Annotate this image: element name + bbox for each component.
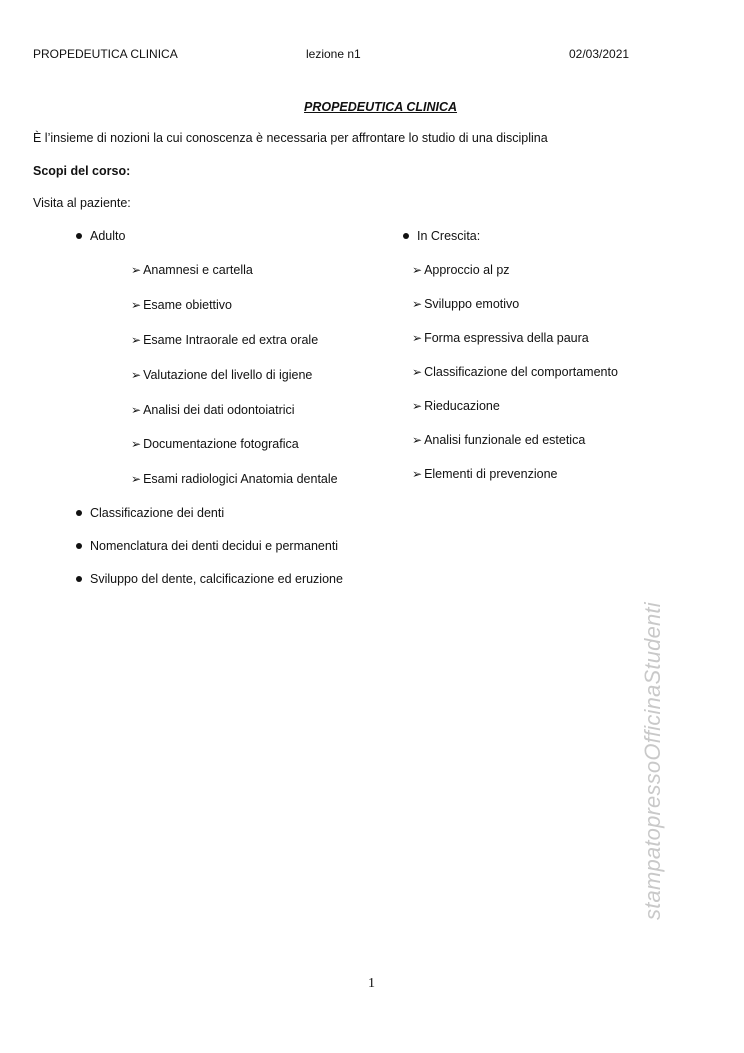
arrow-bullet-icon: ➢ [412, 263, 423, 277]
list-item-label: Valutazione del livello di igiene [143, 368, 313, 382]
bullet-item-label: Sviluppo del dente, calcificazione ed eruzione [90, 572, 343, 586]
bullet-item [76, 539, 338, 553]
growth-heading: In Crescita: [417, 229, 481, 243]
list-item-label: Esame Intraorale ed extra orale [143, 333, 319, 347]
arrow-bullet-icon: ➢ [131, 437, 142, 451]
adult-heading: Adulto [90, 229, 126, 243]
page-number: 1 [368, 976, 375, 991]
watermark: stampatopressoOfficinaStudenti [640, 602, 665, 920]
list-item [412, 433, 585, 447]
list-item [131, 368, 312, 382]
bullet-icon [76, 543, 82, 549]
list-item [131, 437, 299, 451]
bullet-item [76, 572, 343, 586]
arrow-bullet-icon: ➢ [412, 365, 423, 379]
bullet-icon [76, 233, 82, 239]
list-item [412, 297, 519, 311]
list-item [412, 467, 557, 481]
document-title: PROPEDEUTICA CLINICA [304, 100, 458, 114]
arrow-bullet-icon: ➢ [412, 399, 423, 413]
arrow-bullet-icon: ➢ [412, 297, 423, 311]
list-item [412, 331, 589, 345]
list-item-label: Documentazione fotografica [143, 437, 299, 451]
list-item-label: Classificazione del comportamento [424, 365, 618, 379]
list-item [412, 399, 500, 413]
list-item-label: Esami radiologici Anatomia dentale [143, 472, 338, 486]
bullet-icon [76, 576, 82, 582]
bullet-item-label: Nomenclatura dei denti decidui e permanenti [90, 539, 339, 553]
arrow-bullet-icon: ➢ [131, 333, 142, 347]
bullet-item-label: Classificazione dei denti [90, 506, 225, 520]
arrow-bullet-icon: ➢ [131, 298, 142, 312]
list-item-label: Analisi dei dati odontoiatrici [143, 403, 295, 417]
header-date: 02/03/2021 [569, 47, 630, 61]
list-item-label: Forma espressiva della paura [424, 331, 589, 345]
bullet-icon [403, 233, 409, 239]
list-item [131, 403, 295, 417]
list-item [131, 298, 232, 312]
bullet-in-crescita [403, 229, 480, 243]
arrow-bullet-icon: ➢ [131, 368, 142, 382]
scopes-label: Scopi del corso: [33, 164, 131, 178]
header-course-name: PROPEDEUTICA CLINICA [33, 47, 178, 61]
list-item [131, 472, 338, 486]
list-item [131, 263, 253, 277]
list-item [412, 263, 510, 277]
header-lesson-number: lezione n1 [306, 47, 361, 61]
intro-definition: È l’insieme di nozioni la cui conoscenza è necessaria per affrontare lo studio di una disciplina [33, 131, 548, 145]
list-item-label: Elementi di prevenzione [424, 467, 558, 481]
arrow-bullet-icon: ➢ [131, 263, 142, 277]
list-item-label: Anamnesi e cartella [143, 263, 253, 277]
arrow-bullet-icon: ➢ [412, 331, 423, 345]
arrow-bullet-icon: ➢ [131, 472, 142, 486]
list-item-label: Approccio al pz [424, 263, 510, 277]
arrow-bullet-icon: ➢ [412, 467, 423, 481]
list-item [131, 333, 318, 347]
list-item-label: Esame obiettivo [143, 298, 232, 312]
bullet-icon [76, 510, 82, 516]
arrow-bullet-icon: ➢ [131, 403, 142, 417]
list-item-label: Analisi funzionale ed estetica [424, 433, 586, 447]
arrow-bullet-icon: ➢ [412, 433, 423, 447]
list-item-label: Sviluppo emotivo [424, 297, 520, 311]
list-item [412, 365, 618, 379]
list-item-label: Rieducazione [424, 399, 500, 413]
visit-label: Visita al paziente: [33, 196, 131, 210]
bullet-adulto [76, 229, 125, 243]
bullet-item [76, 506, 224, 520]
